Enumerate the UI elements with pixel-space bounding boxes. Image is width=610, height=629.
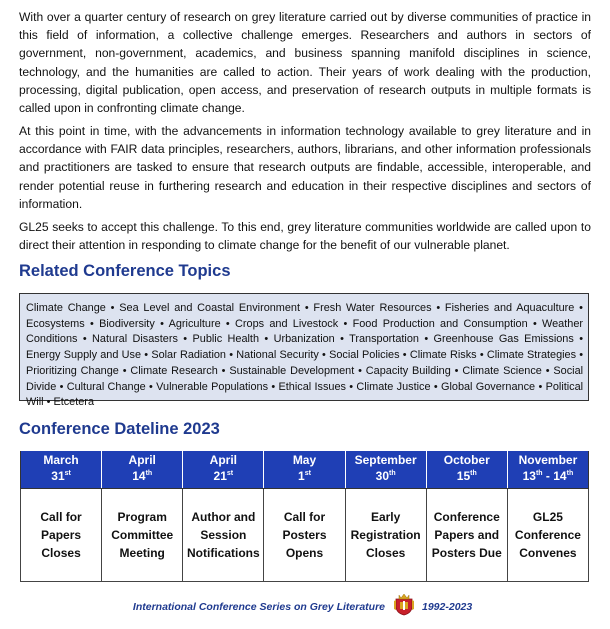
intro-paragraph-3: GL25 seeks to accept this challenge. To this end, grey literature communities worldwide are called upon to direct their attention in responding to climate change for the benefit of our vulnerable planet.	[19, 220, 591, 253]
topic-item: Urbanization	[273, 333, 335, 346]
intro-paragraph-2: At this point in time, with the advancements in information technology available to grey literature and in accordance with FAIR data principles, researchers, authors, librarians, and other information professionals and practitioners are tasked to ensure that research outputs are findable, accessible, interoperable, and render potential reuse in furthering research and education in their respective disciplines and sectors of information.	[19, 124, 591, 211]
dateline-day-suffix: st	[226, 470, 234, 477]
topic-separator: •	[304, 302, 309, 314]
dateline-day-suffix: th	[389, 470, 396, 477]
dateline-date-header	[102, 451, 183, 489]
dateline-day-end: 14	[553, 469, 567, 483]
topic-separator: •	[358, 364, 362, 377]
topic-separator: •	[221, 364, 226, 377]
dateline-event-line: Program	[117, 510, 167, 524]
dateline-date-header	[183, 451, 264, 489]
topic-item: Sea Level and Coastal Environment	[119, 302, 301, 314]
dateline-event-line: Closes	[365, 546, 406, 560]
topic-item: Climate Research	[130, 364, 218, 377]
topic-item: Global Governance	[441, 380, 536, 393]
dateline-month: April	[209, 453, 238, 467]
dateline-event-line: Early	[370, 510, 401, 524]
topic-separator: •	[343, 317, 348, 330]
topic-item: Capacity Building	[365, 364, 451, 377]
topic-item: Prioritizing Change	[26, 364, 119, 377]
dateline-event-line: Closes	[41, 546, 81, 560]
topic-item: Political Will	[26, 380, 584, 409]
topic-separator: •	[122, 364, 127, 377]
dateline-event-line: Papers	[41, 528, 82, 542]
topic-separator: •	[264, 333, 269, 346]
topic-separator: •	[271, 380, 276, 393]
dateline-day-line	[102, 468, 182, 484]
dateline-month: May	[292, 453, 317, 467]
topic-item: Climate Strategies	[486, 349, 577, 362]
dateline-day-start: 13	[522, 469, 536, 483]
topic-item: Climate Change	[26, 302, 106, 314]
dateline-heading: Conference Dateline 2023	[19, 420, 220, 438]
dateline-event-cell	[102, 489, 183, 582]
dateline-date-header	[426, 451, 507, 489]
topic-separator: •	[538, 380, 543, 393]
dateline-event-cell	[426, 489, 507, 582]
topic-item: Weather Conditions	[26, 317, 584, 346]
dateline-event-line: Call for	[40, 510, 82, 524]
topic-item: Public Health	[192, 333, 260, 346]
topic-separator: •	[160, 317, 164, 330]
dateline-month: October	[443, 453, 490, 467]
topic-item: Climate Risks	[409, 349, 477, 362]
topic-separator: •	[183, 333, 188, 346]
dateline-event-line: GL25	[532, 510, 563, 524]
topic-item: Vulnerable Populations	[156, 380, 269, 393]
topic-item: Food Production and Consumption	[352, 317, 528, 330]
topic-item: Crops and Livestock	[235, 317, 339, 330]
dateline-date-header	[21, 451, 102, 489]
dateline-date-header	[507, 451, 588, 489]
topic-separator: •	[322, 349, 326, 362]
crest-icon	[393, 592, 415, 616]
dateline-month: September	[354, 453, 417, 467]
dateline-event-line: Posters Due	[431, 546, 502, 560]
topic-separator: •	[110, 302, 115, 314]
dateline-day: 1	[298, 469, 305, 483]
footer	[0, 598, 610, 618]
dateline-day-range	[508, 468, 588, 484]
dateline-event-line: Conference	[433, 510, 500, 524]
topic-item: Climate Justice	[356, 380, 431, 393]
topic-separator: •	[149, 380, 153, 393]
dateline-day-line	[346, 468, 426, 484]
topic-separator: •	[479, 349, 484, 362]
dateline-event-line: Meeting	[119, 546, 165, 560]
topic-item: Social Divide	[26, 364, 584, 393]
dateline-event-line: Call for	[283, 510, 326, 524]
dateline-event-line: Author and	[191, 510, 256, 524]
dateline-event-line: Notifications	[187, 546, 260, 560]
topic-separator: •	[545, 364, 550, 377]
dateline-date-header	[345, 451, 426, 489]
dateline-day: 15	[456, 469, 471, 483]
dateline-day: 14	[132, 469, 146, 483]
dateline-range-separator: -	[542, 469, 554, 483]
dateline-event-cell	[21, 489, 102, 582]
dateline-day-suffix: th	[470, 470, 477, 477]
dateline-day-suffix: th	[145, 470, 153, 477]
footer-series-title: International Conference Series on Grey Literature	[132, 601, 385, 613]
dateline-event-cell	[183, 489, 264, 582]
dateline-day: 31	[51, 469, 65, 483]
topic-separator: •	[402, 349, 407, 362]
dateline-month: March	[43, 453, 79, 467]
intro-paragraph-1: With over a quarter century of research on grey literature carried out by diverse communities of practice in this field of information, a collective challenge emerges. Researchers and authors in sectors of government, non-government, academics, and business spanning manifold disciplines in science, technology, and the humanities are called to action. Their years of work dealing with the production, processing, digital publication, open access, and preservation of research outputs in multiple formats is called upon in confronting climate change.	[19, 10, 591, 116]
dateline-event-line: Session	[200, 528, 247, 542]
dateline-event-line: Conference	[514, 528, 581, 542]
topics-heading: Related Conference Topics	[19, 262, 231, 280]
topic-separator: •	[579, 349, 584, 362]
topic-separator: •	[349, 380, 354, 393]
topic-separator: •	[579, 333, 584, 346]
dateline-event-line: Posters	[282, 528, 327, 542]
topic-separator: •	[532, 317, 537, 330]
topic-separator: •	[433, 380, 438, 393]
topic-item: Fisheries and Aquaculture	[444, 302, 575, 314]
dateline-event-cell	[264, 489, 345, 582]
dateline-month: November	[518, 453, 578, 467]
dateline-day: 21	[213, 469, 227, 483]
footer-years: 1992-2023	[422, 601, 473, 613]
topic-separator: •	[340, 333, 344, 346]
topic-item: Etcetera	[53, 396, 94, 409]
topic-separator: •	[59, 380, 64, 393]
dateline-table	[20, 451, 589, 582]
topic-item: Ethical Issues	[278, 380, 346, 393]
topic-separator: •	[579, 302, 583, 314]
topic-item: Social Policies	[329, 349, 400, 362]
topic-item: Ecosystems	[26, 317, 85, 330]
topic-item: Greenhouse Gas Emissions	[433, 333, 574, 346]
topic-item: Cultural Change	[66, 380, 146, 393]
topic-separator: •	[229, 349, 234, 362]
dateline-day-suffix: th	[535, 470, 543, 477]
dateline-event-cell	[507, 489, 588, 582]
dateline-day-line	[21, 468, 101, 484]
dateline-day: 30	[375, 469, 389, 483]
topic-separator: •	[424, 333, 429, 346]
dateline-day-line	[264, 468, 344, 484]
topic-item: Biodiversity	[99, 317, 155, 330]
dateline-day-suffix: st	[64, 470, 71, 477]
dateline-day-line	[427, 468, 507, 484]
topic-separator: •	[144, 349, 149, 362]
topics-box	[19, 293, 589, 409]
dateline-day-line	[183, 468, 263, 484]
dateline-day-suffix: st	[304, 470, 311, 477]
topic-item: National Security	[236, 349, 319, 362]
topic-item: Climate Science	[462, 364, 542, 377]
dateline-date-header	[264, 451, 345, 489]
topic-separator: •	[436, 302, 441, 314]
dateline-event-line: Committee	[111, 528, 174, 542]
dateline-event-cell	[345, 489, 426, 582]
topic-item: Agriculture	[168, 317, 221, 330]
topic-item: Energy Supply and Use	[26, 349, 142, 362]
topic-separator: •	[89, 317, 94, 330]
topic-item: Transportation	[349, 333, 419, 346]
topic-item: Solar Radiation	[151, 349, 226, 362]
topic-item: Sustainable Development	[229, 364, 355, 377]
dateline-event-line: Opens	[285, 546, 324, 560]
dateline-day-suffix: th	[566, 470, 574, 477]
topic-item: Fresh Water Resources	[313, 302, 432, 314]
dateline-event-line: Papers and	[434, 528, 500, 542]
topic-separator: •	[225, 317, 230, 330]
dateline-month: April	[128, 453, 156, 467]
dateline-event-line: Registration	[350, 528, 421, 542]
dateline-event-line: Convenes	[519, 546, 577, 560]
topic-separator: •	[82, 333, 87, 346]
topic-separator: •	[46, 396, 51, 409]
dateline-header-row	[21, 451, 589, 489]
topic-item: Natural Disasters	[92, 333, 178, 346]
dateline-event-row	[21, 489, 589, 582]
topic-separator: •	[454, 364, 459, 377]
